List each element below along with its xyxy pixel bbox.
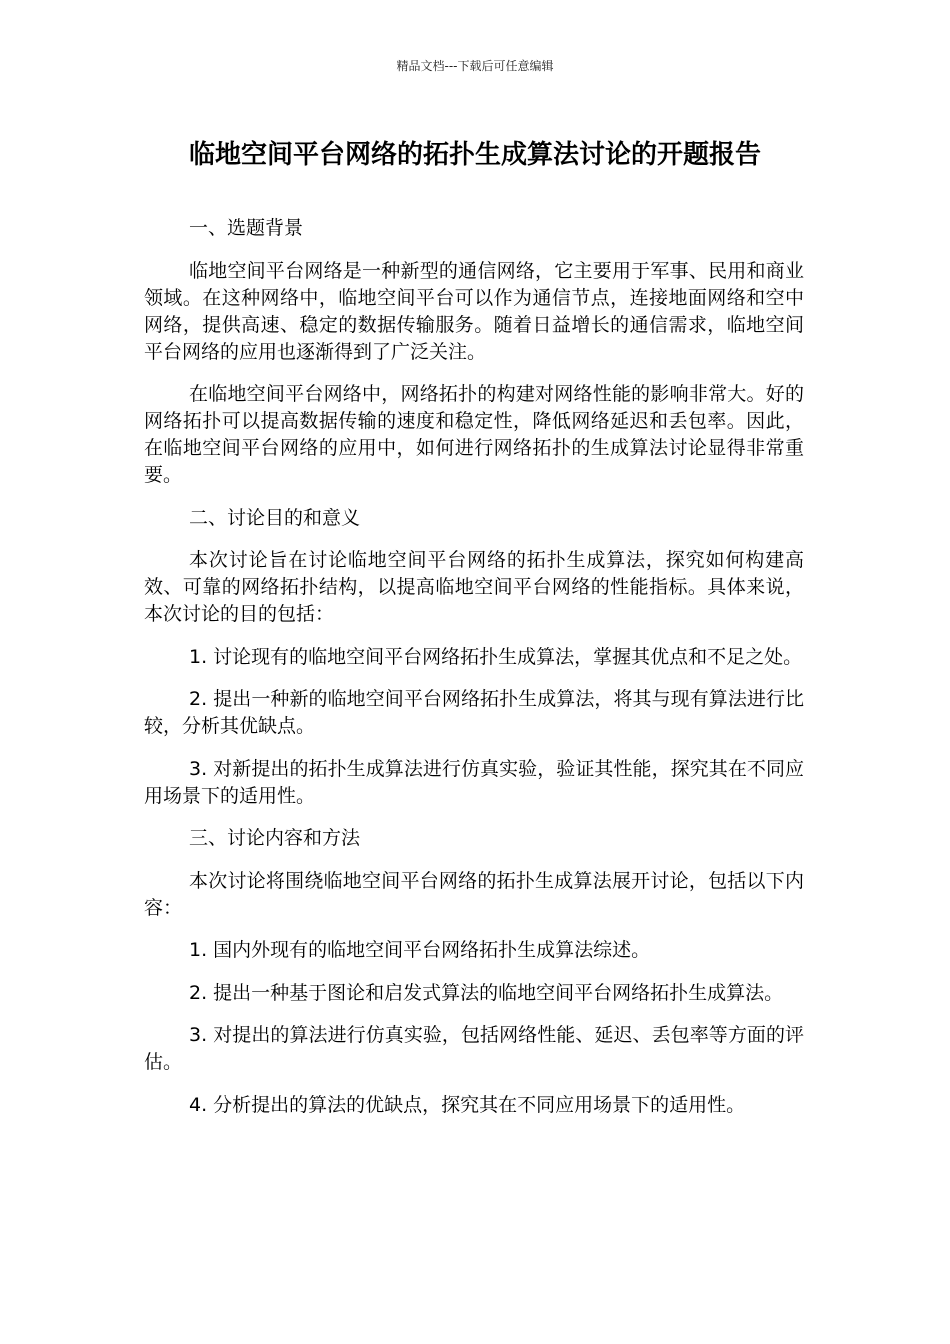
list-item: 2. 提出一种新的临地空间平台网络拓扑生成算法，将其与现有算法进行比较，分析其优缺点。 — [144, 688, 804, 737]
paragraph: 本次讨论旨在讨论临地空间平台网络的拓扑生成算法，探究如何构建高效、可靠的网络拓扑结构，以提高临地空间平台网络的性能指标。具体来说，本次讨论的目的包括： — [144, 549, 804, 625]
section-heading-background: 一、选题背景 — [189, 217, 304, 239]
list-item: 3. 对提出的算法进行仿真实验，包括网络性能、延迟、丢包率等方面的评估。 — [144, 1024, 804, 1073]
document-body — [144, 215, 804, 1134]
list-item: 1. 国内外现有的临地空间平台网络拓扑生成算法综述。 — [189, 939, 651, 961]
paragraph: 临地空间平台网络是一种新型的通信网络，它主要用于军事、民用和商业领域。在这种网络中，临地空间平台可以作为通信节点，连接地面网络和空中网络，提供高速、稳定的数据传输服务。随着日益增长的通信需求，临地空间平台网络的应用也逐渐得到了广泛关注。 — [144, 259, 804, 363]
section-heading-content-method: 三、讨论内容和方法 — [189, 827, 361, 849]
list-item: 4. 分析提出的算法的优缺点，探究其在不同应用场景下的适用性。 — [189, 1093, 746, 1116]
document-title: 临地空间平台网络的拓扑生成算法讨论的开题报告 — [188, 140, 761, 170]
list-item: 1. 讨论现有的临地空间平台网络拓扑生成算法，掌握其优点和不足之处。 — [189, 645, 803, 668]
section-heading-purpose: 二、讨论目的和意义 — [189, 506, 361, 529]
list-item: 3. 对新提出的拓扑生成算法进行仿真实验，验证其性能，探究其在不同应用场景下的适用性。 — [144, 757, 804, 807]
paragraph: 本次讨论将围绕临地空间平台网络的拓扑生成算法展开讨论，包括以下内容： — [144, 869, 804, 919]
paragraph: 在临地空间平台网络中，网络拓扑的构建对网络性能的影响非常大。好的网络拓扑可以提高数据传输的速度和稳定性，降低网络延迟和丢包率。因此，在临地空间平台网络的应用中，如何进行网络拓扑的生成算法讨论显得非常重要。 — [144, 383, 804, 486]
header-note: 精品文档---下载后可任意编辑 — [396, 59, 554, 73]
list-item: 2. 提出一种基于图论和启发式算法的临地空间平台网络拓扑生成算法。 — [189, 981, 784, 1004]
